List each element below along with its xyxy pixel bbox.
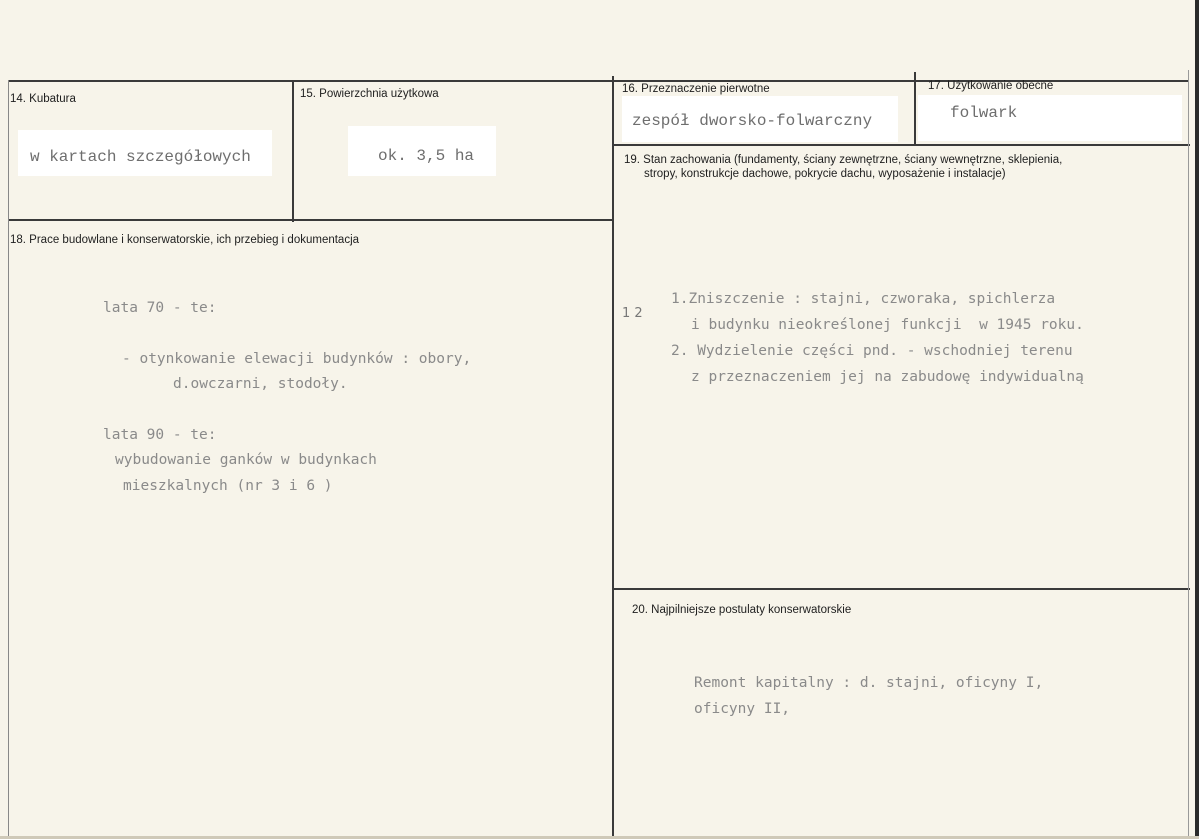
postulaty-line-2: oficyny II,: [694, 701, 791, 717]
uzytkowanie-label: 17. Użytkowanie obecne: [928, 80, 1054, 92]
prace-line-2: - otynkowanie elewacji budynków : obory,: [122, 351, 472, 367]
przeznaczenie-label: 16. Przeznaczenie pierwotne: [622, 83, 770, 95]
divider-under-16-17: [614, 144, 1190, 146]
stan-line-2: i budynku nieokreślonej funkcji w 1945 roku.: [691, 317, 1084, 333]
divider-right-inner: [1188, 70, 1189, 836]
stan-label-line-2: stropy, konstrukcje dachowe, pokrycie dachu, wyposażenie i instalacje): [644, 168, 1006, 180]
prace-line-6: mieszkalnych (nr 3 i 6 ): [123, 478, 333, 494]
divider-under-14-15: [8, 219, 614, 221]
divider-under-19: [614, 588, 1190, 590]
prace-line-3: d.owczarni, stodoły.: [173, 376, 348, 392]
kubatura-label: 14. Kubatura: [10, 93, 76, 105]
postulaty-line-1: Remont kapitalny : d. stajni, oficyny I,: [694, 675, 1044, 691]
powierzchnia-value: ok. 3,5 ha: [378, 147, 475, 165]
powierzchnia-label: 15. Powierzchnia użytkowa: [300, 88, 439, 100]
divider-left-edge: [8, 80, 9, 836]
prace-line-5: wybudowanie ganków w budynkach: [115, 452, 377, 468]
divider-16-17: [914, 72, 916, 144]
prace-line-4: lata 90 - te:: [103, 427, 217, 443]
stan-label-line-1: 19. Stan zachowania (fundamenty, ściany zewnętrzne, ściany wewnętrzne, sklepienia,: [624, 154, 1063, 166]
divider-left-right: [612, 76, 614, 836]
uzytkowanie-value: folwark: [950, 104, 1018, 122]
stan-margin-note: 1 2: [622, 306, 643, 321]
postulaty-label: 20. Najpilniejsze postulaty konserwatorskie: [632, 604, 852, 616]
prace-label: 18. Prace budowlane i konserwatorskie, ich przebieg i dokumentacja: [10, 234, 360, 246]
kubatura-value: w kartach szczegółowych: [30, 148, 251, 166]
stan-line-4: z przeznaczeniem jej na zabudowę indywidualną: [691, 369, 1084, 385]
stan-line-3: 2. Wydzielenie części pnd. - wschodniej terenu: [671, 343, 1073, 359]
stan-line-1: 1.Zniszczenie : stajni, czworaka, spichlerza: [671, 291, 1056, 307]
prace-line-1: lata 70 - te:: [103, 300, 217, 316]
card-right-edge: [1195, 0, 1199, 839]
przeznaczenie-value: zespół dworsko-folwarczny: [632, 112, 873, 130]
divider-14-15: [292, 80, 294, 222]
